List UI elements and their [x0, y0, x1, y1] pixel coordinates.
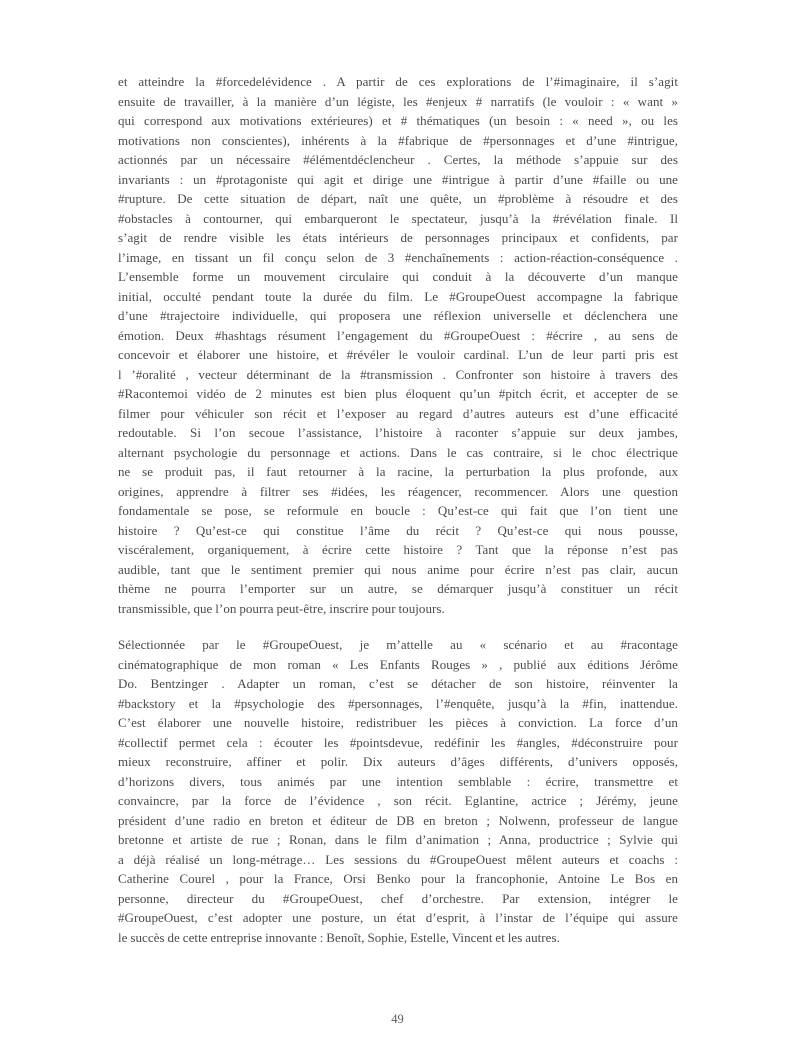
text-line: alternant psychologie du personnage et actions. Dans le cas contraire, si le choc électrique [118, 444, 678, 460]
text-line: #GroupeOuest, c’est adopter une posture, un état d’esprit, à l’instar de l’équipe qui assure [118, 910, 678, 925]
text-line: histoire ? Qu’est-ce qui constitue l’âme du récit ? Qu’est-ce qui nous pousse, [118, 522, 678, 538]
paragraph [118, 635, 678, 947]
text-line: thème ne pourra l’emporter sur un autre, se démarquer jusqu’à constituer un récit [118, 581, 678, 596]
text-line: invariants : un #protagoniste qui agit et dirige une #intrigue à partir d’une #faille ou une [118, 171, 678, 187]
text-line: motivations non conscientes), inhérents à la #fabrique de #personnages et d’une #intrigue, [118, 132, 678, 148]
text-line: audible, tant que le sentiment premier qui nous anime pour écrire n’est pas clair, aucun [118, 561, 678, 577]
text-line: viscéralement, organiquement, à écrire cette histoire ? Tant que la réponse n’est pas [118, 542, 678, 557]
text-line: Do. Bentzinger . Adapter un roman, c’est se détacher de son histoire, réinventer la [118, 676, 678, 691]
text-line: le succès de cette entreprise innovante : Benoît, Sophie, Estelle, Vincent et les autres. [118, 929, 560, 945]
text-line: fondamentale se pose, se reformule en boucle : Qu’est-ce qui fait que l’on tient une [118, 503, 678, 518]
text-line: #Racontemoi vidéo de 2 minutes est bien plus éloquent qu’un #pitch écrit, et accepter de se [118, 386, 678, 401]
text-line: bretonne et artiste de rue ; Ronan, dans le film d’animation ; Anna, productrice ; Sylvie qui [118, 832, 678, 847]
text-line: émotion. Deux #hashtags résument l’engagement du #GroupeOuest : #écrire , au sens de [118, 327, 678, 343]
text-line: transmissible, que l’on pourra peut-être, inscrire pour toujours. [118, 600, 445, 616]
text-line: s’agit de rendre visible les états intérieurs de personnages principaux et confidents, par [118, 230, 678, 245]
text-line: Catherine Courel , pour la France, Orsi Benko pour la francophonie, Antoine Le Bos en [118, 871, 678, 886]
text-line: initial, occulté pendant toute la durée du film. Le #GroupeOuest accompagne la fabrique [118, 288, 678, 304]
page-footer [0, 1010, 795, 1028]
text-line: ensuite de travailler, à la manière d’un légiste, les #enjeux # narratifs (le vouloir : « want » [118, 93, 678, 109]
text-line: d’une #trajectoire individuelle, qui proposera une réflexion universelle et déclenchera une [118, 308, 678, 323]
text-line: #obstacles à contourner, qui embarqueront le spectateur, jusqu’à la #révélation finale. Il [118, 210, 678, 226]
text-line: a déjà réalisé un long-métrage… Les sessions du #GroupeOuest mêlent auteurs et coachs : [118, 851, 678, 867]
text-line: ne se produit pas, il faut retourner à la racine, la perturbation la plus profonde, aux [118, 464, 678, 479]
text-line: l ’#oralité , vecteur déterminant de la #transmission . Confronter son histoire à travers des [118, 366, 678, 382]
text-line: #rupture. De cette situation de départ, naît une quête, un #problème à résoudre et des [118, 191, 678, 206]
text-line: actionnés par un nécessaire #élémentdéclencheur . Certes, la méthode s’appuie sur des [118, 152, 678, 167]
text-line: convaincre, par la force de l’évidence , son récit. Eglantine, actrice ; Jérémy, jeune [118, 793, 678, 808]
text-line: et atteindre la #forcedelévidence . A partir de ces explorations de l’#imaginaire, il s’agit [118, 74, 678, 89]
text-line: origines, apprendre à filtrer ses #idées, les réagencer, recommencer. Alors une question [118, 483, 678, 499]
text-line: cinématographique de mon roman « Les Enfants Rouges » , publié aux éditions Jérôme [118, 656, 678, 672]
page-number: 49 [391, 1012, 404, 1026]
text-line: redoutable. Si l’on secoue l’assistance, l’histoire à raconter s’appuie sur deux jambes, [118, 425, 678, 440]
text-line: d’horizons divers, tous animés par une intention semblable : écrire, transmettre et [118, 773, 678, 789]
text-line: #collectif permet cela : écouter les #pointsdevue, redéfinir les #angles, #déconstruire pour [118, 734, 678, 750]
text-block [118, 72, 678, 947]
text-line: qui correspond aux motivations extérieures) et # thématiques (un besoin : « need », ou les [118, 113, 678, 128]
text-line: concevoir et élaborer une histoire, et #révéler le vouloir cardinal. L’un de leur parti pris est [118, 347, 678, 362]
text-line: L’ensemble forme un mouvement circulaire qui conduit à la découverte d’un manque [118, 269, 678, 284]
text-line: C’est élaborer une nouvelle histoire, redistribuer les pièces à conviction. La force d’un [118, 715, 678, 730]
text-line: #backstory et la #psychologie des #personnages, l’#enquête, jusqu’à la #fin, inattendue. [118, 695, 678, 711]
text-line: président d’une radio en breton et éditeur de DB en breton ; Nolwenn, professeur de langue [118, 812, 678, 828]
text-line: filmer pour véhiculer son récit et l’exposer au regard d’autres auteurs est d’une efficacité [118, 405, 678, 421]
text-line: mieux reconstruire, affiner et polir. Dix auteurs d’âges différents, d’univers opposés, [118, 754, 678, 769]
text-line: l’image, en tissant un fil conçu selon de 3 #enchaînements : action-réaction-conséquence . [118, 249, 678, 265]
text-line: Sélectionnée par le #GroupeOuest, je m’attelle au « scénario et au #racontage [118, 637, 678, 652]
text-line: personne, directeur du #GroupeOuest, chef d’orchestre. Par extension, intégrer le [118, 890, 678, 906]
paragraph [118, 72, 678, 618]
